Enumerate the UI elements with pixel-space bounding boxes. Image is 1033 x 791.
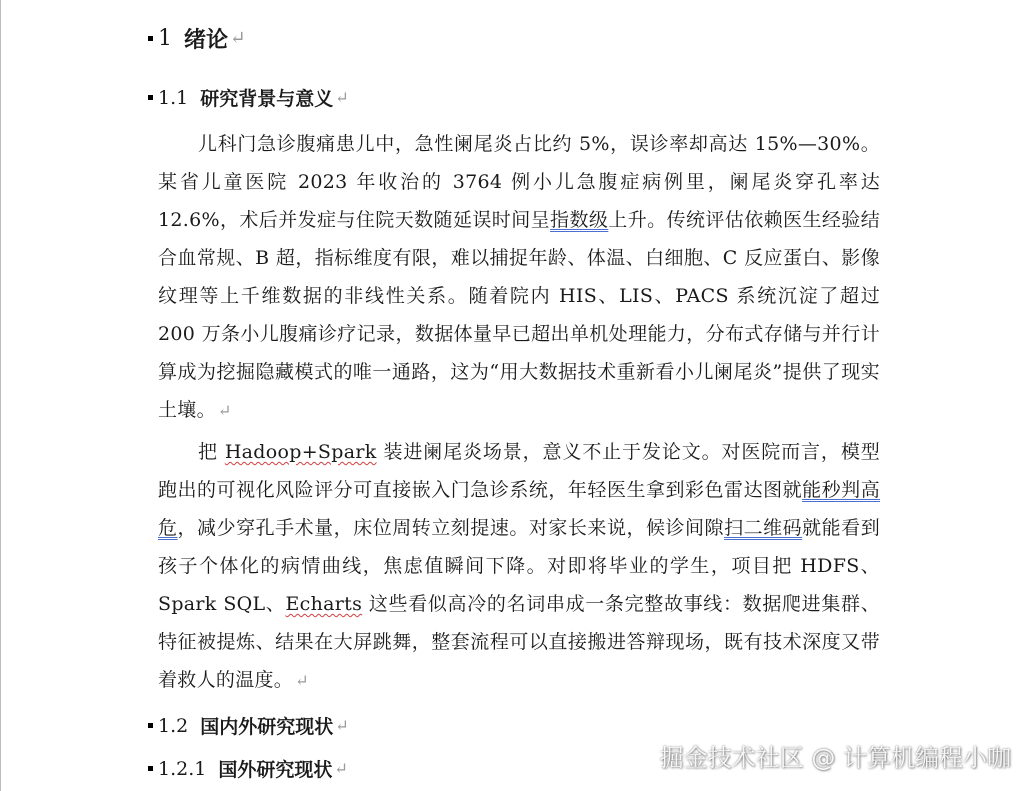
paragraph-return-mark: ↵: [335, 716, 349, 735]
watermark: 掘金技术社区 @ 计算机编程小咖: [659, 744, 1011, 772]
heading-number: 1.2.1: [158, 757, 207, 780]
body-paragraph-1[interactable]: [158, 125, 880, 430]
grammar-flagged-text[interactable]: 指数级: [550, 209, 609, 231]
text-run: 儿科门急诊腹痛患儿中，急性阑尾炎占比约 5%，误诊率却高达 15%—30%。某省儿童医院 2023 年收治的 3764 例小儿急腹症病例里，阑尾炎穿孔率达 12.6%，术后并发症与住院天数随延误时间呈: [158, 133, 880, 231]
heading-number: 1.2: [158, 714, 189, 737]
heading-subsection-1-2-1: [148, 755, 348, 782]
text-run: 装进阑尾炎场景，意义不止于发论文。对医院而言，模型跑出的可视化风险评分可直接嵌入门急诊系统，年轻医生拿到彩色雷达图就: [158, 441, 880, 501]
spelling-flagged-text[interactable]: Echarts: [285, 593, 363, 615]
paragraph-mark-bullet: [148, 723, 153, 728]
paragraph-return-mark: ↵: [335, 88, 349, 107]
heading-text: 绪论: [184, 27, 229, 53]
paragraph-mark-bullet: [148, 766, 153, 771]
heading-text: 国内外研究现状: [200, 716, 334, 738]
heading-number: 1.1: [158, 86, 189, 109]
heading-text: 国外研究现状: [218, 759, 333, 781]
text-run: 就能看到孩子个体化的病情曲线，焦虑值瞬间下降。对即将毕业的学生，项目把 HDFS、Spark SQL、: [158, 517, 880, 615]
heading-section-1-1: [148, 84, 349, 111]
grammar-flagged-text[interactable]: 能秒判高危: [158, 479, 880, 539]
paragraph-mark-bullet: [148, 36, 153, 41]
heading-chapter-1: [148, 23, 246, 54]
text-run: 上升。传统评估依赖医生经验结合血常规、B 超，指标维度有限，难以捕捉年龄、体温、白细胞、C 反应蛋白、影像纹理等上千维数据的非线性关系。随着院内 HIS、LIS、PACS 系统沉淀了超过 200 万条小儿腹痛诊疗记录，数据体量早已超出单机处理能力，分布式存储与并行计算成为挖掘隐藏模式的唯一通路，这为“用大数据技术重新看小儿阑尾炎”提供了现实土壤。: [158, 209, 880, 421]
heading-text: 研究背景与意义: [200, 88, 334, 110]
text-run: ，减少穿孔手术量，床位周转立刻提速。对家长来说，候诊间隙: [177, 517, 725, 539]
text-run: 这些看似高冷的名词串成一条完整故事线：数据爬进集群、特征被提炼、结果在大屏跳舞，整套流程可以直接搬进答辩现场，既有技术深度又带着救人的温度。: [158, 593, 880, 691]
body-paragraph-2[interactable]: [158, 433, 880, 700]
paragraph-return-mark: ↵: [334, 759, 348, 778]
paragraph-return-mark: ↵: [217, 401, 232, 420]
text-run: 把: [198, 441, 225, 463]
grammar-flagged-text[interactable]: 扫二维码: [724, 517, 803, 539]
paragraph-mark-bullet: [148, 95, 153, 100]
paragraph-return-mark: ↵: [295, 671, 309, 690]
heading-section-1-2: [148, 712, 349, 739]
heading-number: 1: [158, 26, 172, 51]
page-left-edge: [0, 0, 1, 791]
spelling-flagged-text[interactable]: Hadoop+Spark: [224, 441, 377, 463]
paragraph-return-mark: ↵: [230, 28, 246, 49]
